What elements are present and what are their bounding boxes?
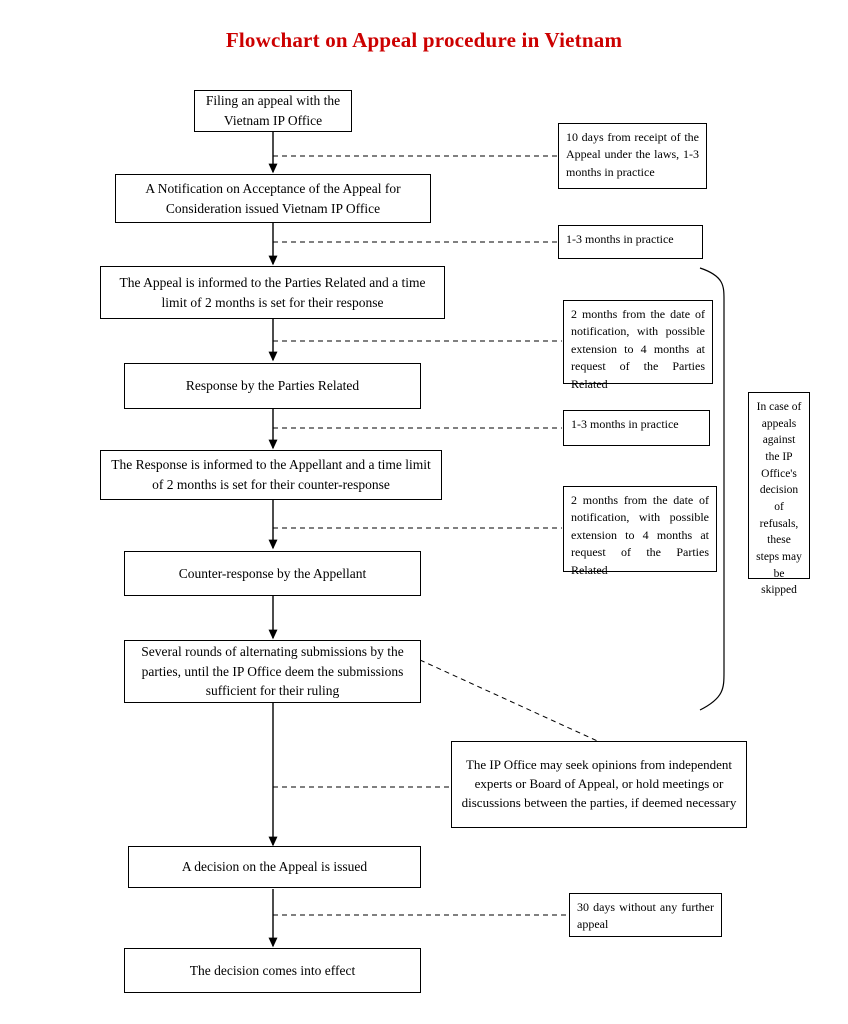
note-30-days — [569, 893, 722, 937]
note-10-days — [558, 123, 707, 189]
node-response-informed — [100, 450, 442, 500]
node-appeal-informed-label: The Appeal is informed to the Parties Related and a time limit of 2 months is set for their response — [119, 274, 426, 310]
note-1-3-months-a — [558, 225, 703, 259]
node-filing — [194, 90, 352, 132]
node-decision-issued-label: A decision on the Appeal is issued — [181, 859, 368, 875]
node-notification-acceptance-label: A Notification on Acceptance of the Appeal for Consideration issued Vietnam IP Office — [145, 180, 401, 216]
node-counter-response-label: Counter-response by the Appellant — [178, 565, 367, 581]
note-1-3-months-a-text: 1-3 months in practice — [566, 232, 674, 246]
node-decision-issued — [128, 846, 421, 888]
note-skip-steps-text: In case of appeals against the IP Office's decision of refusals, these steps may be skipped — [756, 401, 802, 597]
node-response-parties — [124, 363, 421, 409]
note-2-months-a-text: 2 months from the date of notification, with possible extension to 4 months at request of the Parties Related — [571, 307, 705, 391]
node-response-informed-label: The Response is informed to the Appellant and a time limit of 2 months is set for their counter-response — [111, 457, 431, 492]
node-appeal-informed — [100, 266, 445, 319]
node-filing-label: Filing an appeal with the Vietnam IP Office — [205, 93, 341, 128]
node-counter-response — [124, 551, 421, 596]
node-response-parties-label: Response by the Parties Related — [185, 378, 360, 394]
node-decision-effect-label: The decision comes into effect — [189, 962, 356, 978]
node-decision-effect — [124, 948, 421, 993]
note-skip-steps — [748, 392, 810, 597]
note-2-months-a — [563, 300, 713, 391]
note-opinions-text: The IP Office may seek opinions from independent experts or Board of Appeal, or hold meetings or discussions between the parties, if deemed necessary — [461, 757, 737, 810]
page-title: Flowchart on Appeal procedure in Vietnam — [225, 28, 623, 52]
node-notification-acceptance — [115, 174, 431, 223]
note-opinions — [451, 741, 747, 828]
note-30-days-text: 30 days without any further appeal — [577, 900, 714, 932]
note-10-days-text: 10 days from receipt of the Appeal under the laws, 1-3 months in practice — [566, 130, 699, 179]
node-several-rounds-label: Several rounds of alternating submissions by the parties, until the IP Office deem the submissions sufficient for their ruling — [141, 644, 404, 699]
note-1-3-months-b-text: 1-3 months in practice — [571, 417, 679, 431]
node-several-rounds — [124, 640, 421, 703]
note-2-months-b — [563, 486, 717, 577]
note-2-months-b-text: 2 months from the date of notification, with possible extension to 4 months at request of the Parties Related — [571, 493, 709, 577]
note-1-3-months-b — [563, 410, 710, 446]
